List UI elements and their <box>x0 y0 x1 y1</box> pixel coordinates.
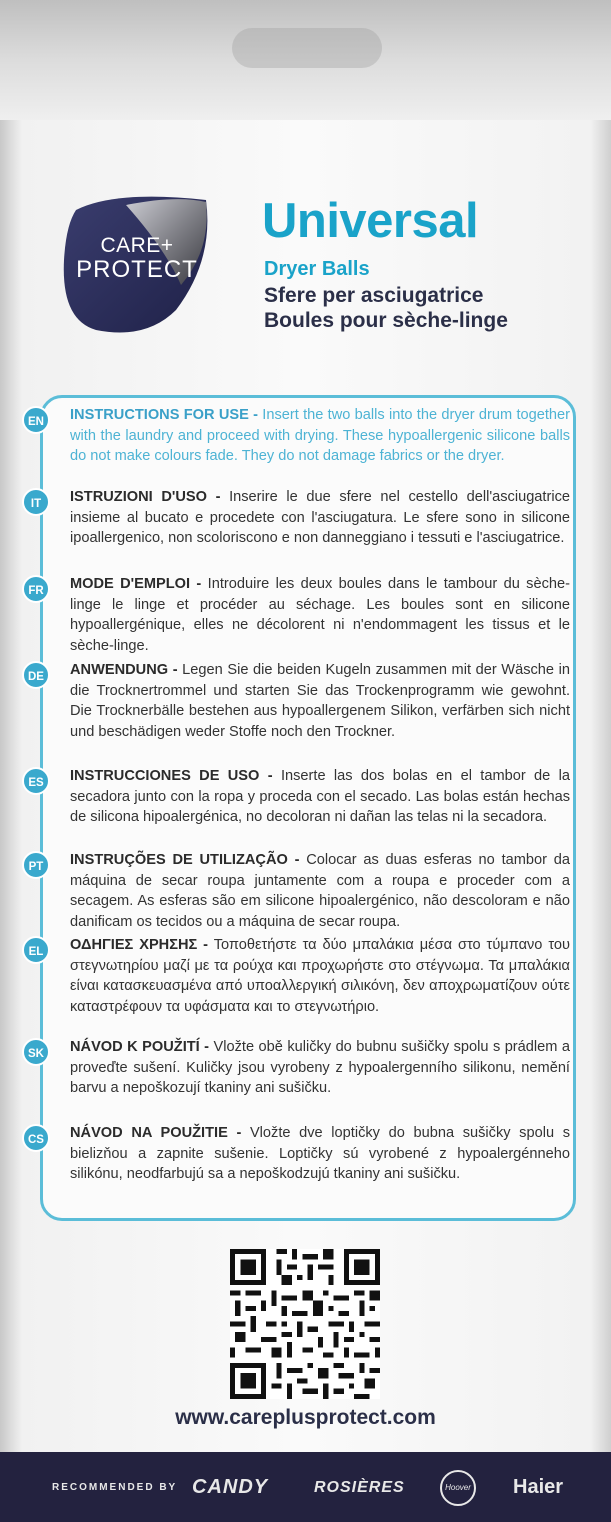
brand-hoover-logo: Hoover <box>440 1470 476 1506</box>
lang-badge-pt: PT <box>22 851 50 879</box>
instruction-heading: ANWENDUNG - <box>70 662 178 678</box>
lang-badge-en: EN <box>22 406 50 434</box>
footer-bar <box>0 1452 611 1522</box>
instruction-text-cs <box>70 1123 570 1185</box>
instruction-body: Inserire le due sfere nel cestello dell'asciugatrice insieme al bucato e procedete con l'asciugatura. Le sfere sono in silicone ipoallergenico, non scoloriscono e non danneggiano i tessuti e l'asciugatrice. <box>70 489 570 546</box>
lang-badge-sk: SK <box>22 1038 50 1066</box>
lang-badge-el: EL <box>22 936 50 964</box>
instruction-heading: ΟΔΗΓΙΕΣ ΧΡΗΣΗΣ - <box>70 937 209 953</box>
instruction-body: Legen Sie die beiden Kugeln zusammen mit der Wäsche in die Trocknertrommel und starten Sie das Trockenprogramm wie gewohnt. Die Trocknerbälle bestehen aus hypoallergenem Silikon, verfärben sich nicht und beschädigen weder Stoffe noch den Trockner. <box>70 662 570 740</box>
instruction-text-en <box>70 405 570 467</box>
qr-code-icon <box>230 1249 380 1399</box>
logo-line1: CARE+ <box>100 234 174 257</box>
subtitle-en: Dryer Balls <box>264 258 370 280</box>
instruction-text-el <box>70 935 570 1017</box>
instruction-text-fr <box>70 574 570 656</box>
instruction-heading: MODE D'EMPLOI - <box>70 576 202 592</box>
hang-hole <box>232 28 382 68</box>
instruction-text-sk <box>70 1037 570 1099</box>
instruction-body: Inserte las dos bolas en el tambor de la secadora junto con la ropa y proceda con el secado. Las bolas están hechas de silicona hipoalergénica, no decoloran ni dañan las telas ni la secadora. <box>70 768 570 825</box>
brand-haier-logo: Haier <box>513 1476 564 1498</box>
recommended-by-label: RECOMMENDED BY <box>52 1482 178 1493</box>
brand-rosieres-logo: ROSIÈRES <box>314 1479 405 1496</box>
instruction-text-de <box>70 660 570 742</box>
brand-candy-logo: CANDY <box>192 1476 269 1498</box>
instruction-body: Insert the two balls into the dryer drum together with the laundry and proceed with drying. These hypoallergenic silicone balls do not make colours fade. They do not damage fabrics or the dryer. <box>70 407 570 464</box>
instruction-body: Vložte dve loptičky do bubna sušičky spolu s bielizňou a zapnite sušenie. Loptičky sú vyrobené z hypoalergénneho silikónu, neodfarbujú sa a nepoškodzujú tkaniny ani sušičku. <box>70 1125 570 1182</box>
lang-badge-it: IT <box>22 488 50 516</box>
instruction-text-es <box>70 766 570 828</box>
product-title: Universal <box>262 194 479 248</box>
qr-code <box>230 1249 380 1399</box>
subtitle-it: Sfere per asciugatrice <box>264 284 484 307</box>
instruction-body: Colocar as duas esferas no tambor da máquina de secar roupa juntamente com a roupa e proceder com a secagem. As esferas são em silicone hipoalergénico, não descoloram e não danificam os tecidos ou a máquina de secar roupa. <box>70 852 570 930</box>
subtitle-fr: Boules pour sèche-linge <box>264 309 508 332</box>
instruction-body: Vložte obě kuličky do bubnu sušičky spolu s prádlem a proveďte sušení. Kuličky jsou vyrobeny z hypoalergenního silikonu, nemění barvu a nepoškozují tkaniny ani sušičku. <box>70 1039 570 1096</box>
instruction-heading: ISTRUZIONI D'USO - <box>70 489 221 505</box>
instruction-text-pt <box>70 850 570 932</box>
lang-badge-es: ES <box>22 767 50 795</box>
logo-line2: PROTECT <box>76 256 198 283</box>
lang-badge-de: DE <box>22 661 50 689</box>
instruction-heading: INSTRUCTIONS FOR USE - <box>70 407 258 423</box>
instruction-heading: INSTRUCCIONES DE USO - <box>70 768 273 784</box>
lang-badge-fr: FR <box>22 575 50 603</box>
instruction-text-it <box>70 487 570 549</box>
care-protect-logo <box>56 190 216 340</box>
instruction-heading: NÁVOD K POUŽITÍ - <box>70 1039 210 1055</box>
instruction-body: Introduire les deux boules dans le tambour du sèche-linge le linge et procéder au séchage. Les boules sont en silicone hypoallergénique, elles ne décolorent ni n'endommagent les tissus et le sèche-linge. <box>70 576 570 654</box>
instruction-heading: NÁVOD NA POUŽITIE - <box>70 1125 242 1141</box>
lang-badge-cs: CS <box>22 1124 50 1152</box>
instruction-body: Τοποθετήστε τα δύο μπαλάκια μέσα στο τύμπανο του στεγνωτηρίου μαζί με τα ρούχα και προχωρήστε στο στέγνωμα. Τα μπαλάκια είναι κατασκευασμένα από υποαλλεργική σιλικόνη, δεν αποχρωματίζουν ούτε καταστρέφουν τα υφάσματα και το στεγνωτήριο. <box>70 937 570 1015</box>
instruction-heading: INSTRUÇÕES DE UTILIZAÇÃO - <box>70 852 300 868</box>
logo-text <box>72 234 202 282</box>
website-url[interactable]: www.careplusprotect.com <box>175 1406 436 1429</box>
